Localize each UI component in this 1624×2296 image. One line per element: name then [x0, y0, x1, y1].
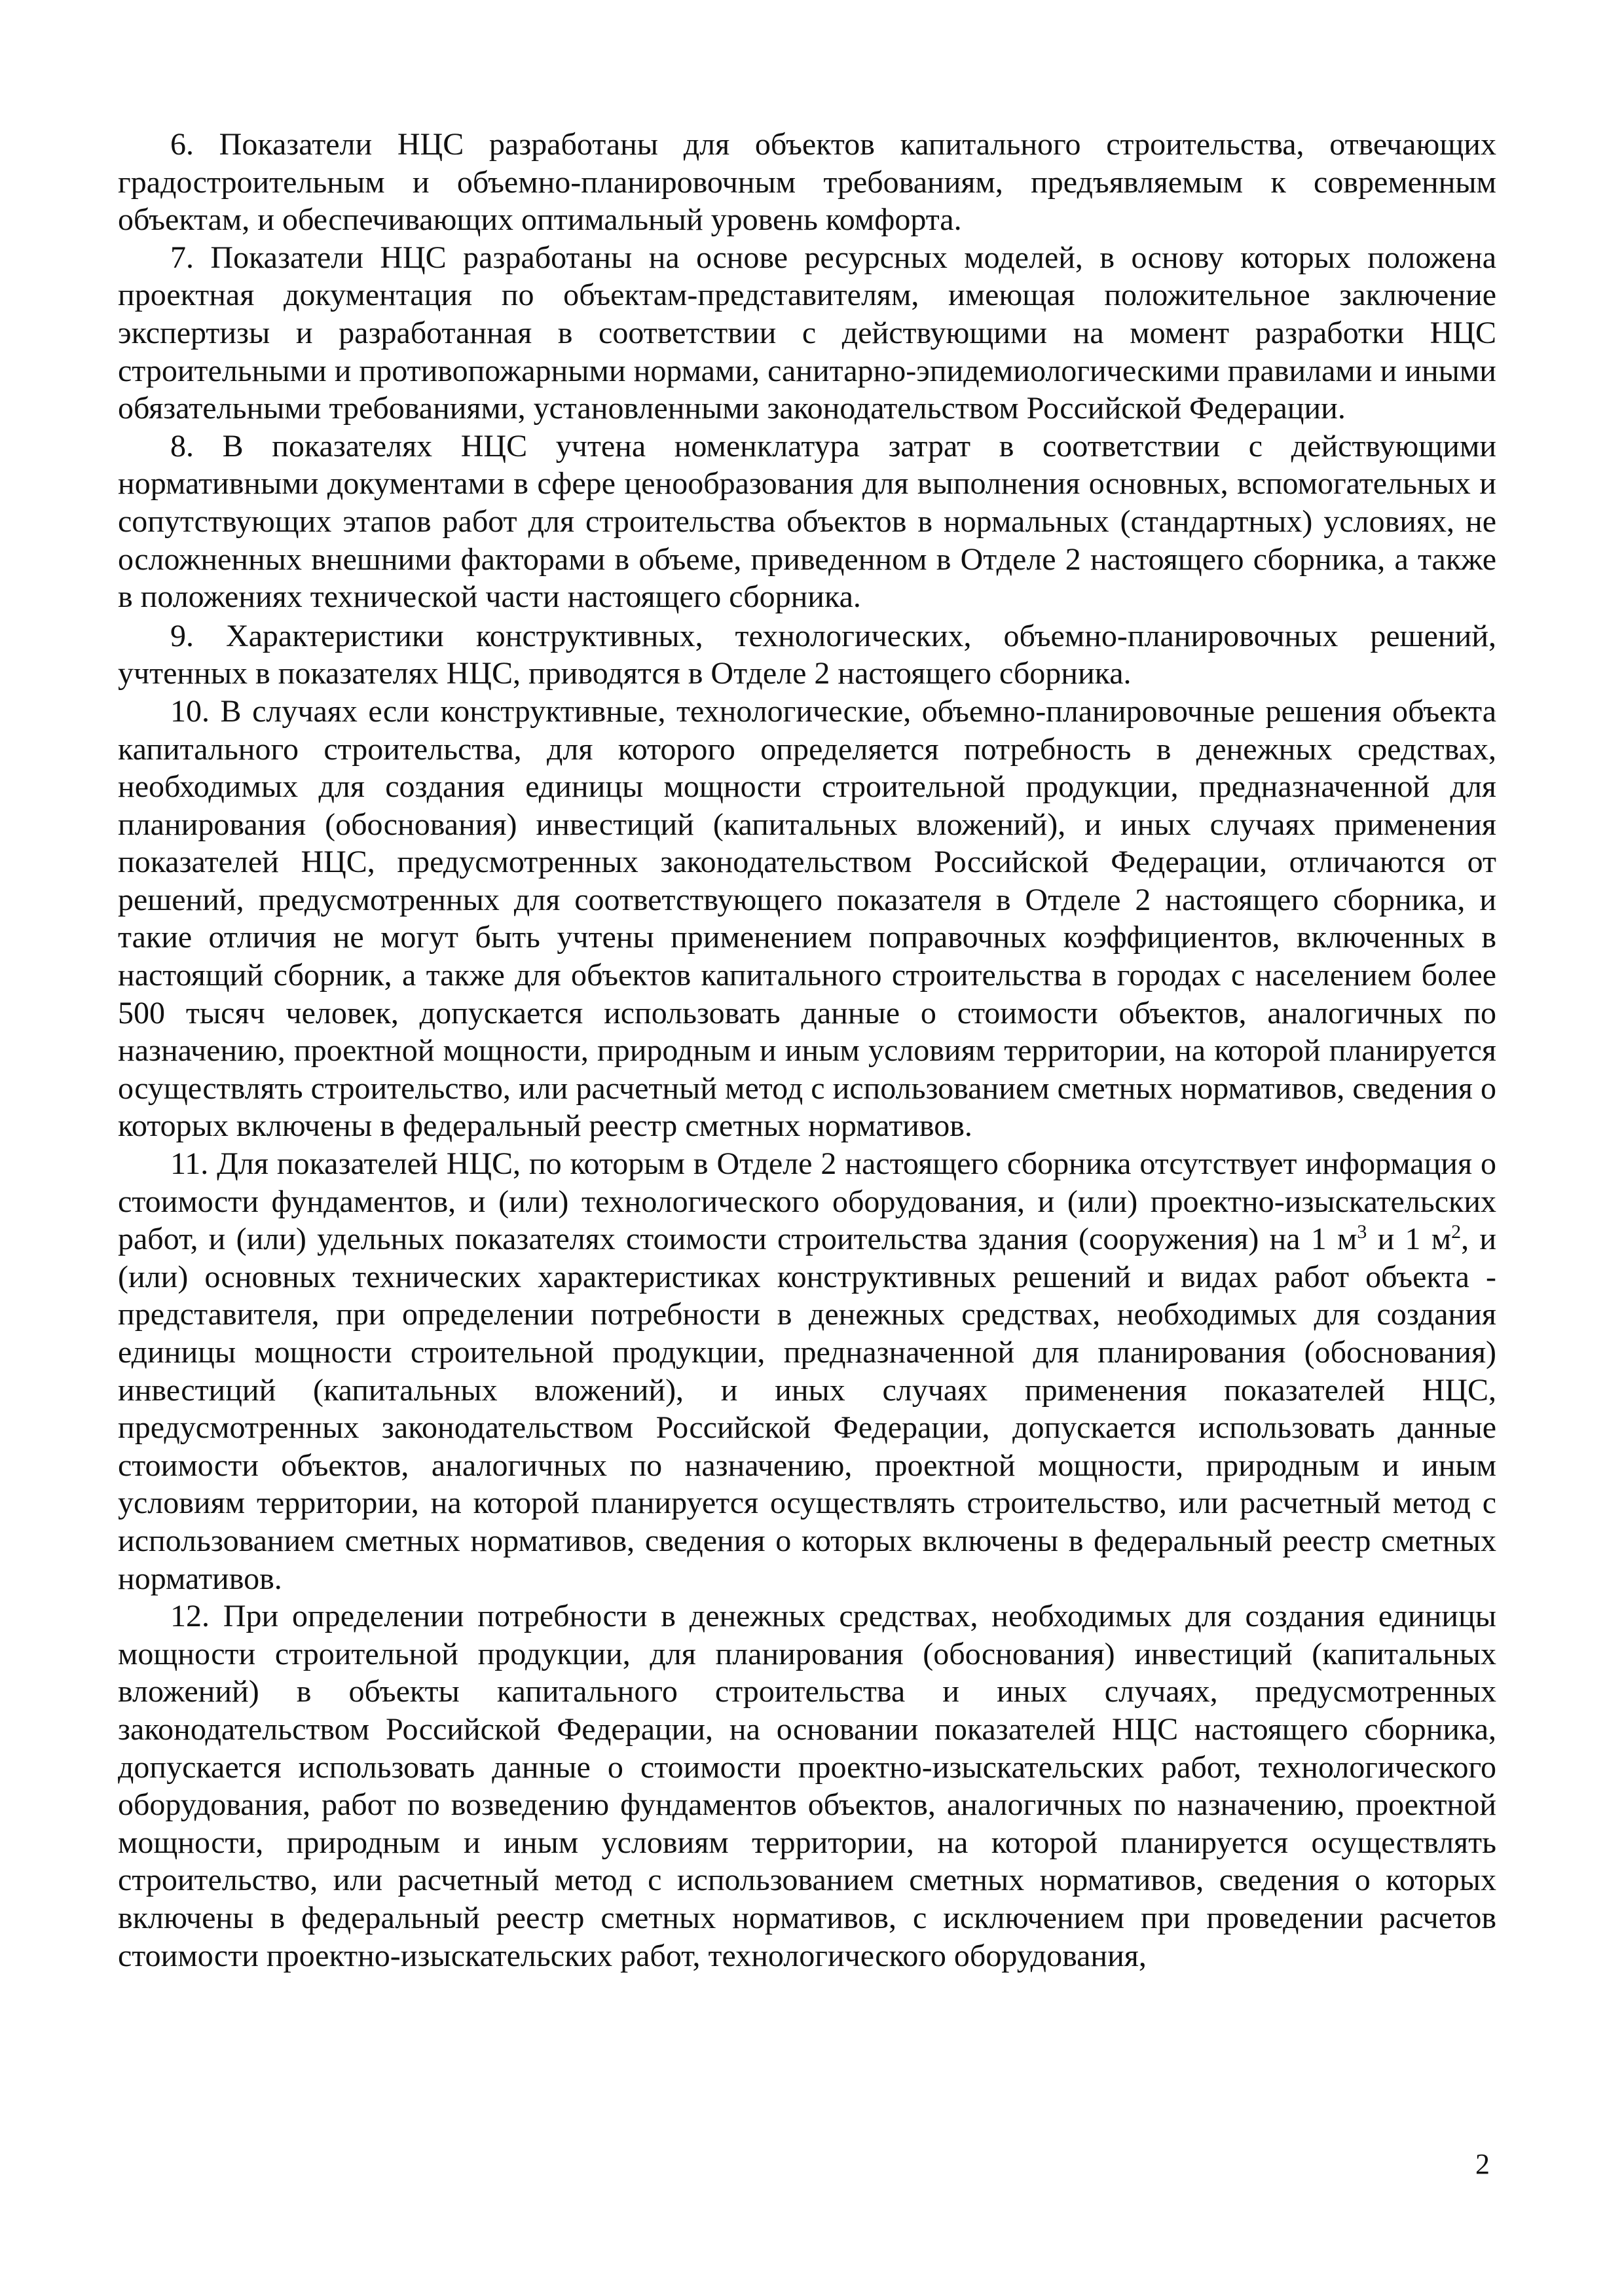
paragraph-7: 7. Показатели НЦС разработаны на основе ресурсных моделей, в основу которых положена проектная документация по объектам-представителям, имеющая положительное заключение экспертизы и разработанная в соответствии с действующими на момент разработки НЦС строительными и противопожарными нормами, санитарно-эпидемиологическими правилами и иными обязательными требованиями, установленными законодательством Российской Федерации.: [118, 240, 1496, 426]
square-superscript: 2: [1451, 1221, 1462, 1243]
paragraph-12: 12. При определении потребности в денежных средствах, необходимых для создания единицы мощности строительной продукции, для планирования (обоснования) инвестиций (капитальных вложений) в объекты капитального строительства и иных случаях, предусмотренных законодательством Российской Федерации, на основании показателей НЦС настоящего сборника, допускается использовать данные о стоимости проектно-изыскательских работ, технологического оборудования, работ по возведению фундаментов объектов, аналогичных по назначению, проектной мощности, природным и иным условиям территории, на которой планируется осуществлять строительство, или расчетный метод с использованием сметных нормативов, сведения о которых включены в федеральный реестр сметных нормативов, с исключением при проведении расчетов стоимости проектно-изыскательских работ, технологического оборудования,: [118, 1599, 1496, 1973]
cubic-superscript: 3: [1357, 1221, 1367, 1243]
paragraph-11-part-c: , и (или) основных технических характеристиках конструктивных решений и видах работ объекта - представителя, при определении потребности в денежных средствах, необходимых для создания единицы мощности строительной продукции, предназначенной для планирования (обоснования) инвестиций (капитальных вложений), и иных случаях применения показателей НЦС, предусмотренных законодательством Российской Федерации, допускается использовать данные стоимости объектов, аналогичных по назначению, проектной мощности, природным и иным условиям территории, на которой планируется осуществлять строительство, или расчетный метод с использованием сметных нормативов, сведения о которых включены в федеральный реестр сметных нормативов.: [118, 1222, 1496, 1596]
body-text: [118, 126, 1496, 1975]
paragraph-10: 10. В случаях если конструктивные, технологические, объемно-планировочные решения объекта капитального строительства, для которого определяется потребность в денежных средствах, необходимых для создания единицы мощности строительной продукции, предназначенной для планирования (обоснования) инвестиций (капитальных вложений), и иных случаях применения показателей НЦС, предусмотренных законодательством Российской Федерации, отличаются от решений, предусмотренных для соответствующего показателя в Отделе 2 настоящего сборника, и такие отличия не могут быть учтены применением поправочных коэффициентов, включенных в настоящий сборник, а также для объектов капитального строительства в городах с населением более 500 тысяч человек, допускается использовать данные о стоимости объектов, аналогичных по назначению, проектной мощности, природным и иным условиям территории, на которой планируется осуществлять строительство, или расчетный метод с использованием сметных нормативов, сведения о которых включены в федеральный реестр сметных нормативов.: [118, 693, 1496, 1144]
paragraph-9: 9. Характеристики конструктивных, технологических, объемно-планировочных решений, учтенных в показателях НЦС, приводятся в Отделе 2 настоящего сборника.: [118, 618, 1496, 691]
paragraph-11-part-b: и 1 м: [1367, 1222, 1452, 1257]
paragraph-6: 6. Показатели НЦС разработаны для объектов капитального строительства, отвечающих градостроительным и объемно-планировочным требованиям, предъявляемым к современным объектам, и обеспечивающих оптимальный уровень комфорта.: [118, 127, 1496, 238]
page-number: 2: [1475, 2148, 1490, 2180]
paragraph-11-part-a: 11. Для показателей НЦС, по которым в Отделе 2 настоящего сборника отсутствует информация о стоимости фундаментов, и (или) технологического оборудования, и (или) проектно-изыскательских работ, и (или) удельных показателях стоимости строительства здания (сооружения) на 1 м: [118, 1146, 1496, 1257]
paragraph-8: 8. В показателях НЦС учтена номенклатура затрат в соответствии с действующими нормативными документами в сфере ценообразования для выполнения основных, вспомогательных и сопутствующих этапов работ для строительства объектов в нормальных (стандартных) условиях, не осложненных внешними факторами в объеме, приведенном в Отделе 2 настоящего сборника, а также в положениях технической части настоящего сборника.: [118, 428, 1496, 615]
paragraph-11: [118, 1145, 1496, 1597]
